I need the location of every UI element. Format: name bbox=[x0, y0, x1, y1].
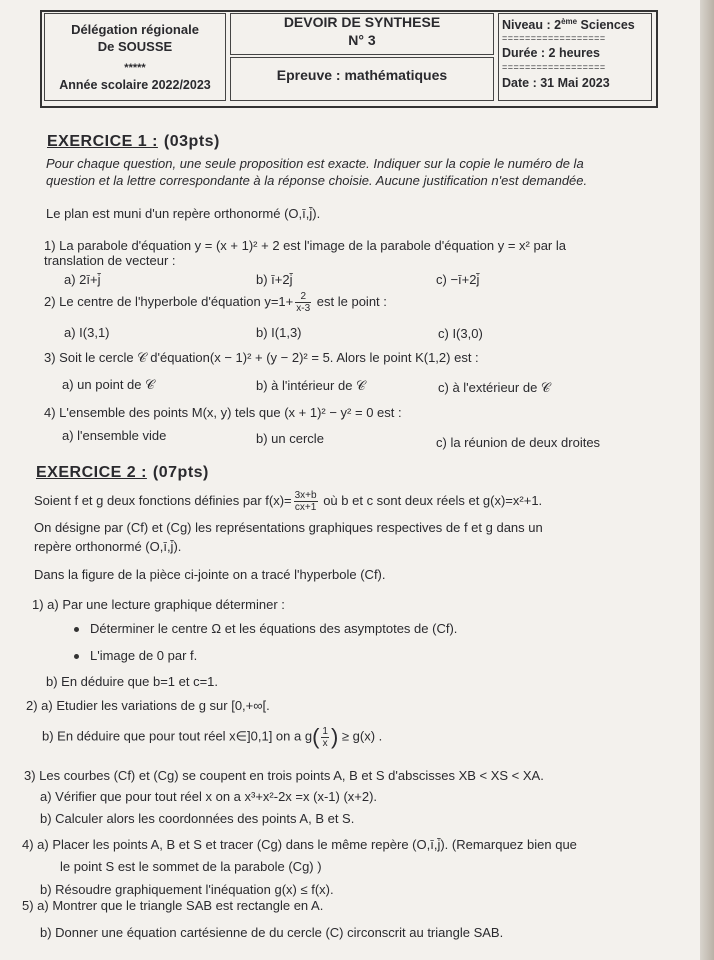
q4-option-c: c) la réunion de deux droites bbox=[436, 435, 601, 450]
stars: ***** bbox=[124, 62, 146, 74]
q2-option-c: c) I(3,0) bbox=[438, 326, 483, 341]
level: Niveau : 2ème Sciences bbox=[502, 17, 635, 33]
school-year: Année scolaire 2022/2023 bbox=[59, 78, 211, 92]
ex2-q5b: b) Donner une équation cartésienne de du cercle (C) circonscrit au triangle SAB. bbox=[40, 925, 504, 940]
exam-number: N° 3 bbox=[348, 32, 376, 48]
q2-option-a: a) I(3,1) bbox=[64, 325, 110, 340]
ex2-q1a-item2: L'image de 0 par f. bbox=[90, 648, 198, 663]
delegation-line1: Délégation régionale bbox=[71, 22, 199, 37]
q2-statement: 2) Le centre de l'hyperbole d'équation y=1+ $\frac{2}{x-3}$ est le point : bbox=[44, 291, 387, 314]
ex2-q2b: b) En déduire que pour tout réel x∈]0,1] on a g( $\frac{1}{x}$ ) ≥ g(x) . bbox=[42, 724, 383, 749]
q3-option-b: b) à l'intérieur de 𝒞 bbox=[256, 378, 366, 393]
bullet-icon bbox=[74, 654, 79, 659]
ex2-q4a-2: le point S est le sommet de la parabole (Cg) ) bbox=[60, 859, 322, 874]
ex1-instructions-1: Pour chaque question, une seule proposition est exacte. Indiquer sur la copie le numéro de la bbox=[46, 156, 584, 171]
ex2-q1b: b) En déduire que b=1 et c=1. bbox=[46, 674, 219, 689]
q2b-fraction: $\frac{1}{x}$ bbox=[322, 725, 328, 749]
separator-2: ================== bbox=[502, 62, 606, 72]
ex2-q5a: 5) a) Montrer que le triangle SAB est rectangle en A. bbox=[22, 898, 324, 913]
ex2-statement-1: Soient f et g deux fonctions définies par f(x)= $\frac{3x+b}{cx+1}$ où b et c sont deux réels et g(x)=x²+1. bbox=[34, 490, 543, 513]
ex2-q3b: b) Calculer alors les coordonnées des points A, B et S. bbox=[40, 811, 355, 826]
ex1-instructions-2: question et la lettre correspondante à la réponse choisie. Aucune justification n'est demandée. bbox=[46, 173, 588, 188]
ex2-q4b: b) Résoudre graphiquement l'inéquation g(x) ≤ f(x). bbox=[40, 882, 334, 897]
ex2-q3: 3) Les courbes (Cf) et (Cg) se coupent en trois points A, B et S d'abscisses XB < XS < XA. bbox=[24, 768, 544, 783]
q1-option-c: c) −ī+2j̄ bbox=[436, 272, 480, 287]
ex2-q2a: 2) a) Etudier les variations de g sur [0,+∞[. bbox=[26, 698, 270, 713]
q1-option-a: a) 2ī+j̄ bbox=[64, 272, 101, 287]
q1-statement-2: translation de vecteur : bbox=[44, 253, 176, 268]
separator-1: ================== bbox=[502, 33, 606, 43]
q2-fraction: $\frac{2}{x-3}$ bbox=[296, 291, 311, 314]
ex2-q3a: a) Vérifier que pour tout réel x on a x³+x²-2x =x (x-1) (x+2). bbox=[40, 789, 378, 804]
exam-subject: Epreuve : mathématiques bbox=[276, 67, 448, 83]
q3-option-c: c) à l'extérieur de 𝒞 bbox=[438, 380, 551, 395]
ex1-plane-statement: Le plan est muni d'un repère orthonormé (O,ī,j̄). bbox=[46, 206, 321, 221]
exam-title: DEVOIR DE SYNTHESE bbox=[283, 14, 441, 30]
ex2-q1a: 1) a) Par une lecture graphique déterminer : bbox=[32, 597, 285, 612]
exercise-1-title: EXERCICE 1 : (03pts) bbox=[47, 133, 220, 150]
q2-option-b: b) I(1,3) bbox=[256, 325, 302, 340]
exam-date: Date : 31 Mai 2023 bbox=[502, 76, 610, 90]
ex2-statement-4: Dans la figure de la pièce ci-jointe on a tracé l'hyperbole (Cf). bbox=[34, 567, 386, 582]
exercise-2-title: EXERCICE 2 : (07pts) bbox=[36, 464, 209, 481]
ex2-q1a-item1: Déterminer le centre Ω et les équations des asymptotes de (Cf). bbox=[90, 621, 458, 636]
ex2-statement-2: On désigne par (Cf) et (Cg) les représentations graphiques respectives de f et g dans un bbox=[34, 520, 543, 535]
q3-option-a: a) un point de 𝒞 bbox=[62, 377, 155, 392]
q4-option-b: b) un cercle bbox=[256, 431, 324, 446]
delegation-line2: De SOUSSE bbox=[97, 39, 173, 54]
q4-option-a: a) l'ensemble vide bbox=[62, 428, 167, 443]
q3-statement: 3) Soit le cercle 𝒞 d'équation(x − 1)² + (y − 2)² = 5. Alors le point K(1,2) est : bbox=[44, 350, 479, 365]
ex2-statement-3: repère orthonormé (O,ī,j̄). bbox=[34, 539, 182, 554]
duration: Durée : 2 heures bbox=[502, 46, 600, 60]
page-edge bbox=[700, 0, 714, 960]
q1-option-b: b) ī+2j̄ bbox=[256, 272, 293, 287]
f-fraction: $\frac{3x+b}{cx+1}$ bbox=[294, 490, 317, 513]
q4-statement: 4) L'ensemble des points M(x, y) tels que (x + 1)² − y² = 0 est : bbox=[44, 405, 402, 420]
bullet-icon bbox=[74, 627, 79, 632]
q1-statement: 1) La parabole d'équation y = (x + 1)² + 2 est l'image de la parabole d'équation y = x² par la bbox=[44, 238, 566, 253]
ex2-q4a: 4) a) Placer les points A, B et S et tracer (Cg) dans le même repère (O,ī,j̄). (Remarquez bien que bbox=[22, 837, 577, 852]
